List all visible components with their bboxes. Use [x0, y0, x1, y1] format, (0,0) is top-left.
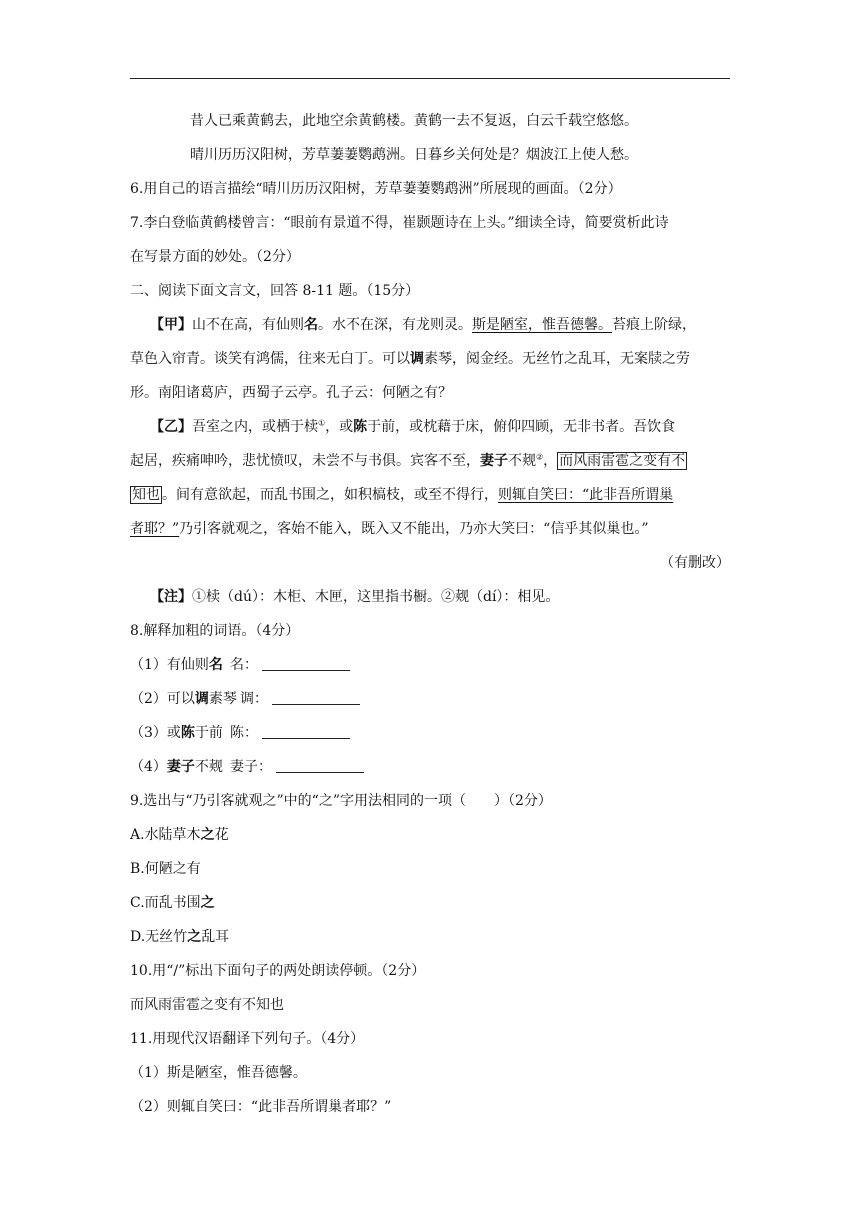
section-2-heading: 二、阅读下面文言文，回答 8-11 题。（15分） — [130, 283, 420, 299]
question-9-option-d[interactable]: D.无丝竹之乱耳 — [130, 929, 230, 945]
answer-blank[interactable] — [262, 724, 350, 739]
passage-yi-line-1: 【乙】吾室之内，或栖于椟①，或陈于前，或枕藉于床，俯仰四顾，无非书者。吾饮食 — [150, 418, 676, 435]
passage-yi-tag: 【乙】 — [150, 419, 192, 435]
boxed-sentence-part-1: 而风雨雷雹之变有不 — [559, 453, 686, 469]
question-9-title: 9.选出与“乃引客就观之”中的“之”字用法相同的一项（ ）（2分） — [130, 793, 552, 809]
bold-word-chen: 陈 — [353, 419, 368, 435]
passage-jia-line-1: 【甲】山不在高，有仙则名。水不在深，有龙则灵。斯是陋室，惟吾德馨。苔痕上阶绿， — [150, 317, 696, 333]
answer-blank[interactable] — [276, 758, 364, 773]
question-10-title: 10.用“/”标出下面句子的两处朗读停顿。（2分） — [130, 963, 426, 979]
passage-yi-line-4: 者耶？”乃引客就观之，客始不能入，既入又不能出，乃亦大笑曰：“信乎其似巢也。” — [130, 521, 649, 537]
answer-blank[interactable] — [272, 690, 360, 705]
bold-word-qizi: 妻子 — [480, 453, 508, 469]
boxed-sentence-part-2: 知也 — [132, 487, 160, 503]
passage-yi-line-2: 起居，疾痛呻吟，悲忧愤叹，未尝不与书俱。宾客不至，妻子不觌②， 而风雨雷雹之变有不 — [130, 452, 686, 469]
annotation-note: 【注】①椟（dú）：木柜、木匣，这里指书橱。②觌（dí）：相见。 — [150, 589, 560, 605]
poem-line-1: 昔人已乘黄鹤去，此地空余黄鹤楼。黄鹤一去不复返，白云千载空悠悠。 — [190, 113, 638, 129]
question-8-item-2: （2）可以调素琴 调： — [130, 689, 730, 709]
answer-blank[interactable] — [262, 656, 350, 671]
annotation-tag: 【注】 — [150, 589, 192, 605]
question-7-line-1: 7.李白登临黄鹤楼曾言：“眼前有景道不得，崔颢题诗在上头。”细读全诗，简要赏析此诗 — [130, 215, 669, 231]
question-11-item-1: （1）斯是陋室，惟吾德馨。 — [130, 1065, 307, 1081]
passage-jia-line-3: 形。南阳诸葛庐，西蜀子云亭。孔子云：何陋之有？ — [130, 385, 452, 401]
question-11-item-2: （2）则辄自笑曰：“此非吾所谓巢者耶？” — [130, 1099, 392, 1115]
question-9-option-a[interactable]: A.水陆草木之花 — [130, 827, 229, 843]
footnote-mark-2: ② — [536, 452, 544, 462]
question-11-title: 11.用现代汉语翻译下列句子。（4分） — [130, 1031, 365, 1047]
question-8-title: 8.解释加粗的词语。（4分） — [130, 623, 300, 639]
question-8-item-1: （1）有仙则名 名： — [130, 655, 730, 675]
question-7-line-2: 在写景方面的妙处。（2分） — [130, 249, 300, 265]
question-6: 6.用自己的语言描绘“晴川历历汉阳树，芳草萋萋鹦鹉洲”所展现的画面。（2分） — [130, 181, 622, 197]
passage-jia-tag: 【甲】 — [150, 317, 192, 333]
source-note: （有删改） — [660, 555, 730, 571]
header-rule — [130, 78, 730, 79]
poem-line-2: 晴川历历汉阳树，芳草萋萋鹦鹉洲。日暮乡关何处是？烟波江上使人愁。 — [190, 147, 638, 163]
passage-jia-line-2: 草色入帘青。谈笑有鸿儒，往来无白丁。可以调素琴，阅金经。无丝竹之乱耳，无案牍之劳 — [130, 351, 690, 367]
underlined-sentence-2-part-2: 者耶？” — [130, 521, 180, 537]
bold-word-ming: 名 — [304, 317, 318, 333]
footnote-mark-1: ① — [318, 418, 326, 428]
question-9-option-b[interactable]: B.何陋之有 — [130, 861, 201, 877]
underlined-sentence-2-part-1: 则辄自笑曰：“此非吾所谓巢 — [498, 487, 674, 503]
question-8-item-4: （4）妻子不觌 妻子： — [130, 757, 730, 777]
bold-word-tiao: 调 — [410, 351, 424, 367]
underlined-sentence-1: 斯是陋室，惟吾德馨。 — [472, 317, 612, 333]
passage-yi-line-3: 知也 。间有意欲起，而乱书围之，如积槁枝，或至不得行，则辄自笑曰：“此非吾所谓巢 — [132, 487, 674, 503]
question-10-sentence: 而风雨雷雹之变有不知也 — [130, 997, 284, 1013]
question-9-option-c[interactable]: C.而乱书围之 — [130, 895, 215, 911]
question-8-item-3: （3）或陈于前 陈： — [130, 723, 730, 743]
